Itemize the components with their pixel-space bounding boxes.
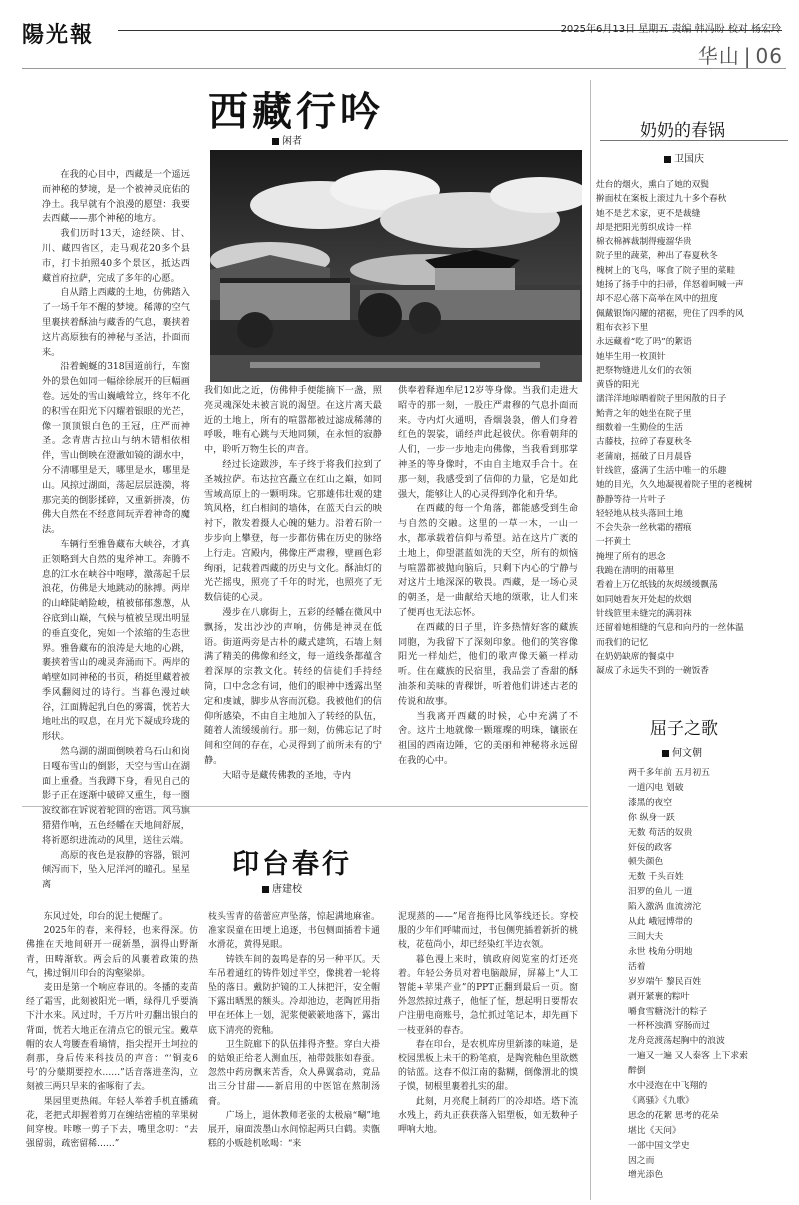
paragraph: 漫步在八廓街上，五彩的经幡在微风中飘扬，发出沙沙的声响，仿佛是神灵在低语。街道两旁是古朴的藏式建筑，石墙上刻满了精美的佛像和经文，每一道线条都蕴含着深厚的宗教文化。转经的信徒们手持经筒，口中念念有词，他们的眼神中透露出坚定和虔诚，脚步从容而沉稳。我被他们的信仰所感染，不由自主地加入了转经的队伍，随着人流缓缓前行。那一刻，仿佛忘记了时间和空间的存在，心灵得到了前所未有的宁静。 bbox=[204, 606, 382, 766]
poem-line: 轻轻地从枝头落回土地 bbox=[596, 508, 683, 519]
photo-svg bbox=[210, 150, 582, 382]
page-number: 06 bbox=[755, 44, 783, 68]
paragraph: 大昭寺是藏传佛教的圣地，寺内 bbox=[222, 769, 352, 781]
poem-line: 她毕生用一枚顶针 bbox=[596, 351, 666, 362]
yintai-column-2 bbox=[208, 910, 380, 1151]
paragraph: 泥现蒸的——”尾音拖得比风筝线还长。穿校服的少年们呼啸而过，书包侧兜插着新折的桃枝，花苞尚小，却已经染红半边衣领。 bbox=[398, 912, 578, 951]
dateline: 2025年6月13日 星期五 责编 韩冯盼 校对 杨宏玲 bbox=[560, 24, 781, 35]
byline-square-icon bbox=[664, 156, 671, 163]
article-title-quyuan: 屈子之歌 bbox=[650, 719, 718, 739]
paragraph: 当我离开西藏的时候，心中充满了不舍。这片土地就像一颗璀璨的明珠，镶嵌在祖国的西南边陲，它的美丽和神秘将永远留在我的心中。 bbox=[398, 710, 578, 766]
poem-line: 增光添色 bbox=[628, 1170, 664, 1181]
paragraph: 在西藏的日子里，许多热情好客的藏族同胞，为我留下了深刻印象。他们的笑容像阳光一样灿烂，他们的歌声像天籁一样动听。住在藏族的民宿里，我品尝了香甜的酥油茶和美味的青稞饼，听着他们讲述古老的传说和故事。 bbox=[398, 621, 578, 707]
poem-line: 一部中国文学史 bbox=[628, 1140, 690, 1151]
tibet-column-1 bbox=[42, 168, 190, 893]
paragraph: 麦田是第一个响应春讯的。冬播的麦苗经了霜雪，此刻被阳光一晒，绿得几乎要淌下汁水来。风过时，千万片叶刃翻出银白的背面，恍若大地正在清点它的银元宝。戴草帽的农人弯腰查看墒情，指尖捏开土坷拉的刹那，身后传来科技员的声音：“‘铜麦6号’的分蘖期要控水……”话音落进垄沟，立刻被三两只早来的雀啄衔了去。 bbox=[26, 983, 198, 1093]
poem-line: 三闾大夫 bbox=[628, 931, 664, 942]
poem-line: 不会失杂一丝秋霜的褶痕 bbox=[596, 523, 692, 534]
poem-line: 我跪在清明的雨幕里 bbox=[596, 566, 675, 577]
paragraph: 春在印台，是农机库房里新漆的味道，是校园黑板上未干的粉笔痕，是陶瓷釉色里欲燃的钴蓝。这春不似江南的黏糊，倒像渭北的馍子馍，韧根里裹着扎实的甜。 bbox=[398, 1039, 578, 1093]
paragraph: 果园里更热闹。年轻人举着手机直播疏花，老把式却握着剪刀在缠结密植的苹果树间穿梭。咔嚓一剪子下去，嘴里念叨：“去强留弱，疏密留稀……” bbox=[26, 1096, 198, 1150]
poem-line: 从此 峨冠博带的 bbox=[628, 917, 693, 928]
poem-line: 擀面杖在案板上滚过九十多个春秋 bbox=[596, 194, 727, 205]
tibet-column-3 bbox=[398, 384, 578, 769]
paragraph: 我们如此之近，仿佛伸手便能摘下一盏，照亮灵魂深处未被言说的渴望。在这片离天最近的土地上，所有的喧嚣都被过滤成稀薄的呼吸，唯有心跳与天地同频，在永恒的寂静中，聆听万物生长的声音。 bbox=[204, 385, 382, 456]
paragraph: 广场上，退休教师老张的太极扇“唰”地展开，扇面泼墨山水间惊起两只白鹤。卖甑糕的小贩趁机吆喝：“来 bbox=[208, 1110, 380, 1150]
byline-yintai: 唐建校 bbox=[262, 880, 302, 895]
column-divider bbox=[590, 80, 591, 1200]
poem-line: 针线笸里未缝完的满羽袜 bbox=[596, 608, 692, 619]
poem-line: 一杯杯浊酒 穿肠而过 bbox=[628, 1021, 710, 1032]
poem-line: 把祭物缝进儿女们的衣领 bbox=[596, 365, 692, 376]
paragraph: 枝头雪青的蓓蕾应声坠落，惊起满地麻雀。准家误童在田埂上追逐，书包侧面插着卡通水滑花，黄得晃眼。 bbox=[208, 912, 380, 951]
poem-line: 如同她看灰开处起的炊烟 bbox=[596, 594, 692, 605]
poem-line: 你 纵身一跃 bbox=[628, 812, 675, 823]
poem-line: 一遍又一遍 又人泰客 上下求索 bbox=[628, 1051, 748, 1062]
paragraph: 车辆行至雅鲁藏布大峡谷，才真正领略到大自然的鬼斧神工。奔腾不息的江水在峡谷中咆哮，激荡起千层浪花，仿佛是大地跳动的脉搏。两岸的山峰陡峭险峻，植被郁郁葱葱，从谷底到山巅，气候与植被呈现出明显的垂直变化，宛如一个浓缩的生态世界。雅鲁藏布的浪涛是大地的心跳，裹挟着雪山的魂灵奔涌而下。两岸的峭壁如同神秘的书页，稍挺里藏着被季风翻阅过的诗行。当暮色漫过峡谷，江面腾起乳白色的雾霭，恍若大地吐出的叹息，在月光下凝成玲珑的形状。 bbox=[42, 538, 190, 743]
poem-line: 她不是艺术家，更不是裁缝 bbox=[596, 208, 701, 219]
article-title-yintai: 印台春行 bbox=[232, 849, 352, 880]
poem-line: 永远藏着“吃了吗”的絮语 bbox=[596, 337, 692, 348]
poem-line: 岁岁端午 黎民百姓 bbox=[628, 976, 702, 987]
paragraph: 沿着蜿蜒的318国道前行，车窗外的景色如同一幅徐徐展开的巨幅画卷。远处的雪山巍峨耸立，终年不化的积雪在阳光下闪耀着银眼的光芒，像一顶顶银白色的王冠，庄严而神圣。念青唐古拉山与纳木错相依相伴，雪山倒映在澄澈如镜的湖水中，分不清哪里是天，哪里是水，哪里是山。风掠过湖面，荡起层层涟漪，将那完美的倒影揉碎，又重新拼凑，仿佛大自然在不经意间玩弄着神奇的魔法。 bbox=[42, 361, 190, 536]
poem-line: 粗布衣衫下里 bbox=[596, 322, 649, 333]
poem-line: 濡洋洋地晾晒着院子里闲散的日子 bbox=[596, 394, 727, 405]
paragraph: 在西藏的每一个角落，都能感受到生命与自然的交融。这里的一草一木，一山一水，都承载着信仰与希望。站在这片广袤的土地上，仰望湛蓝如洗的天空，所有的烦恼与喧嚣都被抛向脑后，只剩下内心的宁静与对这片土地深深的敬畏。西藏，是一场心灵的朝圣，是一曲献给天地的颂歌，让人们来了便再也无法忘怀。 bbox=[398, 503, 578, 618]
paragraph: 卫生院廊下的队伍排得齐整。穿白大褂的姑娘正给老人测血压，袖带鼓胀如春蚕。忽然中药房飘来苦香，众人鼻翼翕动，竟品出三分甘甜——新启用的中医馆在熬制汤膏。 bbox=[208, 1039, 380, 1107]
poem-line: 却不忍心落下高举在风中的扭度 bbox=[596, 294, 718, 305]
poem-line: 无数 苟活的奴贵 bbox=[628, 827, 693, 838]
quyuan-poem bbox=[628, 766, 788, 1183]
paragraph: 此刻，月亮爬上制药厂的冷却塔。塔下流水残上，药丸正获获落入铝塑板，如无数种子呷响大地。 bbox=[398, 1096, 578, 1136]
poem-line: 针线笸，盛满了生活中唯一的乐趣 bbox=[596, 465, 727, 476]
paragraph: 然乌湖的湖面倒映着乌石山和岗日嘎布雪山的倒影，天空与雪山在湖面上重叠。当我蹲下身，看见自己的影子正在逐渐中破碎又重生，每一圈波纹都在诉说着轮回的密语。风马旗猎猎作响，五色经幡在天地间舒展，将祈愿织进流动的风里，送往云端。 bbox=[42, 746, 190, 846]
poem-line: 活着 bbox=[628, 961, 646, 972]
poem-line: 还留着她相缝的气息和向丹的一丝体温 bbox=[596, 623, 744, 634]
newspaper-logo: 陽光報 bbox=[22, 22, 95, 48]
byline-quyuan: 何文朝 bbox=[662, 744, 702, 759]
poem-line: 一道闪电 划破 bbox=[628, 782, 684, 793]
poem-line: 灶台的烟火，熏白了她的双鬓 bbox=[596, 180, 709, 190]
poem-line: 水中浸泡在中飞翔的 bbox=[628, 1081, 708, 1092]
paragraph: 我们历时13天，途经陕、甘、川、藏四省区，走马观花20多个县市，打卡拍照40多个景区，抵达西藏首府拉萨，完成了多年的心愿。 bbox=[42, 228, 190, 284]
byline-square-icon bbox=[262, 886, 269, 893]
poem-line: 细数着一生勤俭的生活 bbox=[596, 423, 683, 434]
paragraph: 东风过处，印台的泥土便醒了。 bbox=[43, 912, 169, 922]
paragraph: 暮色漫上来时，镇政府阅览室的灯还亮着。年轻公务员对着电脑敲屏，屏幕上“人工智能+苹果产业”的PPT正翻到最后一页。窗外忽然掠过燕子，他怔了怔，想起明日要帮农户注册电商账号，急忙抓过笔记本，却先画下一枝亚斜的春杏。 bbox=[398, 954, 578, 1036]
poem-line: 思念的花絮 思考的花朵 bbox=[628, 1110, 719, 1121]
paragraph: 在我的心目中，西藏是一个遥远而神秘的梦境，是一个被神灵庇佑的净土。我早就有个浪漫的愿望：我要去西藏——那个神秘的地方。 bbox=[42, 169, 190, 225]
paragraph: 高原的夜色是寂静的容器，银河倾泻而下，坠入尼洋河的瞳孔。星星离 bbox=[42, 849, 190, 891]
yintai-column-1 bbox=[26, 910, 198, 1151]
poem-line: 静静等待一片叶子 bbox=[596, 494, 666, 505]
header-divider bbox=[22, 68, 786, 69]
poem-line: 一抔黄土 bbox=[596, 537, 631, 548]
article-title-grandma: 奶奶的春锅 bbox=[640, 121, 725, 141]
paragraph: 供奉着释迦牟尼12岁等身像。当我们走进大昭寺的那一刻，一股庄严肃穆的气息扑面而来。寺内灯火通明，香烟袅袅，僧人们身着红色的袈裟，诵经声此起彼伏。你看朝拜的人们，一步一步地走向佛像，当我看到那掌神圣的等身像时，不由自主地双手合十。在那一刻，我感受到了信仰的力量，它是如此强大，能够让人的心灵得到净化和升华。 bbox=[398, 385, 578, 500]
poem-line: 堪比《天问》 bbox=[628, 1125, 681, 1136]
poem-line: 漆黑的夜空 bbox=[628, 797, 672, 808]
poem-line: 《离骚》《九歌》 bbox=[628, 1095, 694, 1106]
poem-line: 凝成了永远失不到的一碗饭香 bbox=[596, 666, 709, 677]
article-divider bbox=[22, 806, 588, 807]
byline-tibet: 闲者 bbox=[272, 132, 302, 147]
poem-line: 醉倒 bbox=[628, 1066, 646, 1077]
paragraph: 2025年的春，来得轻，也来得深。仿佛推在天地间研开一砚新墨，洇得山野渐青，田畴渐软。两会后的风裹着政策的热气，拂过铜川印台的沟壑梁峁。 bbox=[26, 926, 198, 979]
poem-line: 她扬了扬手中的扫帚，佯怒着呵喊一声 bbox=[596, 280, 744, 291]
poem-line: 两千多年前 五月初五 bbox=[628, 768, 710, 778]
poem-line: 在奶奶缺席的餐桌中 bbox=[596, 651, 675, 662]
section-name: 华山 bbox=[697, 44, 740, 68]
poem-line: 她的目光，久久地凝视着院子里的老槐树 bbox=[596, 480, 753, 491]
byline-grandma: 卫国庆 bbox=[664, 150, 704, 165]
poem-line: 奸佞的政客 bbox=[628, 842, 672, 853]
poem-line: 古藤枝，拉碎了春夏秋冬 bbox=[596, 437, 692, 448]
poem-line: 无数 千头百姓 bbox=[628, 872, 684, 883]
potala-palace-photo bbox=[210, 150, 582, 382]
poem-line: 棉衣棉裤裁制得瘦溜华贵 bbox=[596, 237, 692, 248]
byline-square-icon bbox=[662, 750, 669, 757]
poem-line: 而我们的记忆 bbox=[596, 637, 649, 648]
poem-line: 龙舟竞渡荡起胸中的浪波 bbox=[628, 1036, 725, 1047]
paragraph: 经过长途跋涉，车子终于将我们拉到了圣城拉萨。布达拉宫矗立在红山之巅，如同雪域高原上的一颗明珠。它那雄伟壮观的建筑风格，红白相间的墙体，在蓝天白云的映衬下，散发着摄人心魄的魅力。沿着石阶一步步向上攀登，每一步都仿佛在历史的脉络上行走。宫殿内，佛像庄严肃穆，壁画色彩绚丽，记载着西藏的历史与文化。酥油灯的光芒摇曳，照亮了千年的时光，也照亮了无数信徒的心灵。 bbox=[204, 458, 382, 604]
byline-square-icon bbox=[272, 138, 279, 145]
yintai-column-3 bbox=[398, 910, 578, 1137]
title-underline bbox=[600, 140, 788, 141]
poem-line: 看着上万亿纸钱的灰烬缓缓飘荡 bbox=[596, 580, 718, 591]
poem-line: 鲐背之年的她坐在院子里 bbox=[596, 408, 692, 419]
poem-line: 黄昏的阳光 bbox=[596, 380, 640, 391]
poem-line: 佩戴银饰闪耀的裙裾，兜住了四季的风 bbox=[596, 308, 744, 319]
poem-line: 剥开紧裹的粽叶 bbox=[628, 991, 690, 1002]
poem-line: 掩埋了所有的思念 bbox=[596, 551, 666, 562]
poem-line: 永世 栈角分明地 bbox=[628, 946, 693, 957]
tibet-column-2 bbox=[204, 384, 382, 784]
poem-line: 因之而 bbox=[628, 1155, 655, 1166]
poem-line: 却是把阳光剪织成诗一样 bbox=[596, 222, 692, 233]
poem-line: 嚼食雪糖浇汁的粽子 bbox=[628, 1006, 708, 1017]
poem-line: 汨罗的鱼儿 一道 bbox=[628, 887, 693, 898]
poem-line: 槐树上的飞鸟，啄食了院子里的菜畦 bbox=[596, 265, 735, 276]
poem-line: 老蒲扇，摇破了日月晨昏 bbox=[596, 451, 692, 462]
poem-line: 院子里的蔬菜，种出了春夏秋冬 bbox=[596, 251, 718, 262]
paragraph: 铸铁车间的轰鸣是春的另一种平仄。天车吊着通红的铸件划过半空，像挑着一轮将坠的落日。戴防护镜的工人抹把汗，安全帽下露出晒黑的额头。冷却池边，老陶匠用指甲在坯体上一划，泥浆便簌簌地落下，露出底下清亮的瓷釉。 bbox=[208, 954, 380, 1036]
paragraph: 自从踏上西藏的土地，仿佛踏入了一场千年不醒的梦境。稀薄的空气里裹挟着酥油与藏香的气息，裹挟着这片高原独有的神秘与圣洁，扑面而来。 bbox=[42, 287, 190, 358]
poem-line: 陷入激涡 血流滂沱 bbox=[628, 902, 702, 913]
poem-line: 顿失颜色 bbox=[628, 857, 664, 868]
article-title-tibet: 西藏行吟 bbox=[208, 89, 384, 135]
section-header: 华山 | 06 bbox=[697, 44, 783, 68]
grandma-poem bbox=[596, 178, 792, 678]
